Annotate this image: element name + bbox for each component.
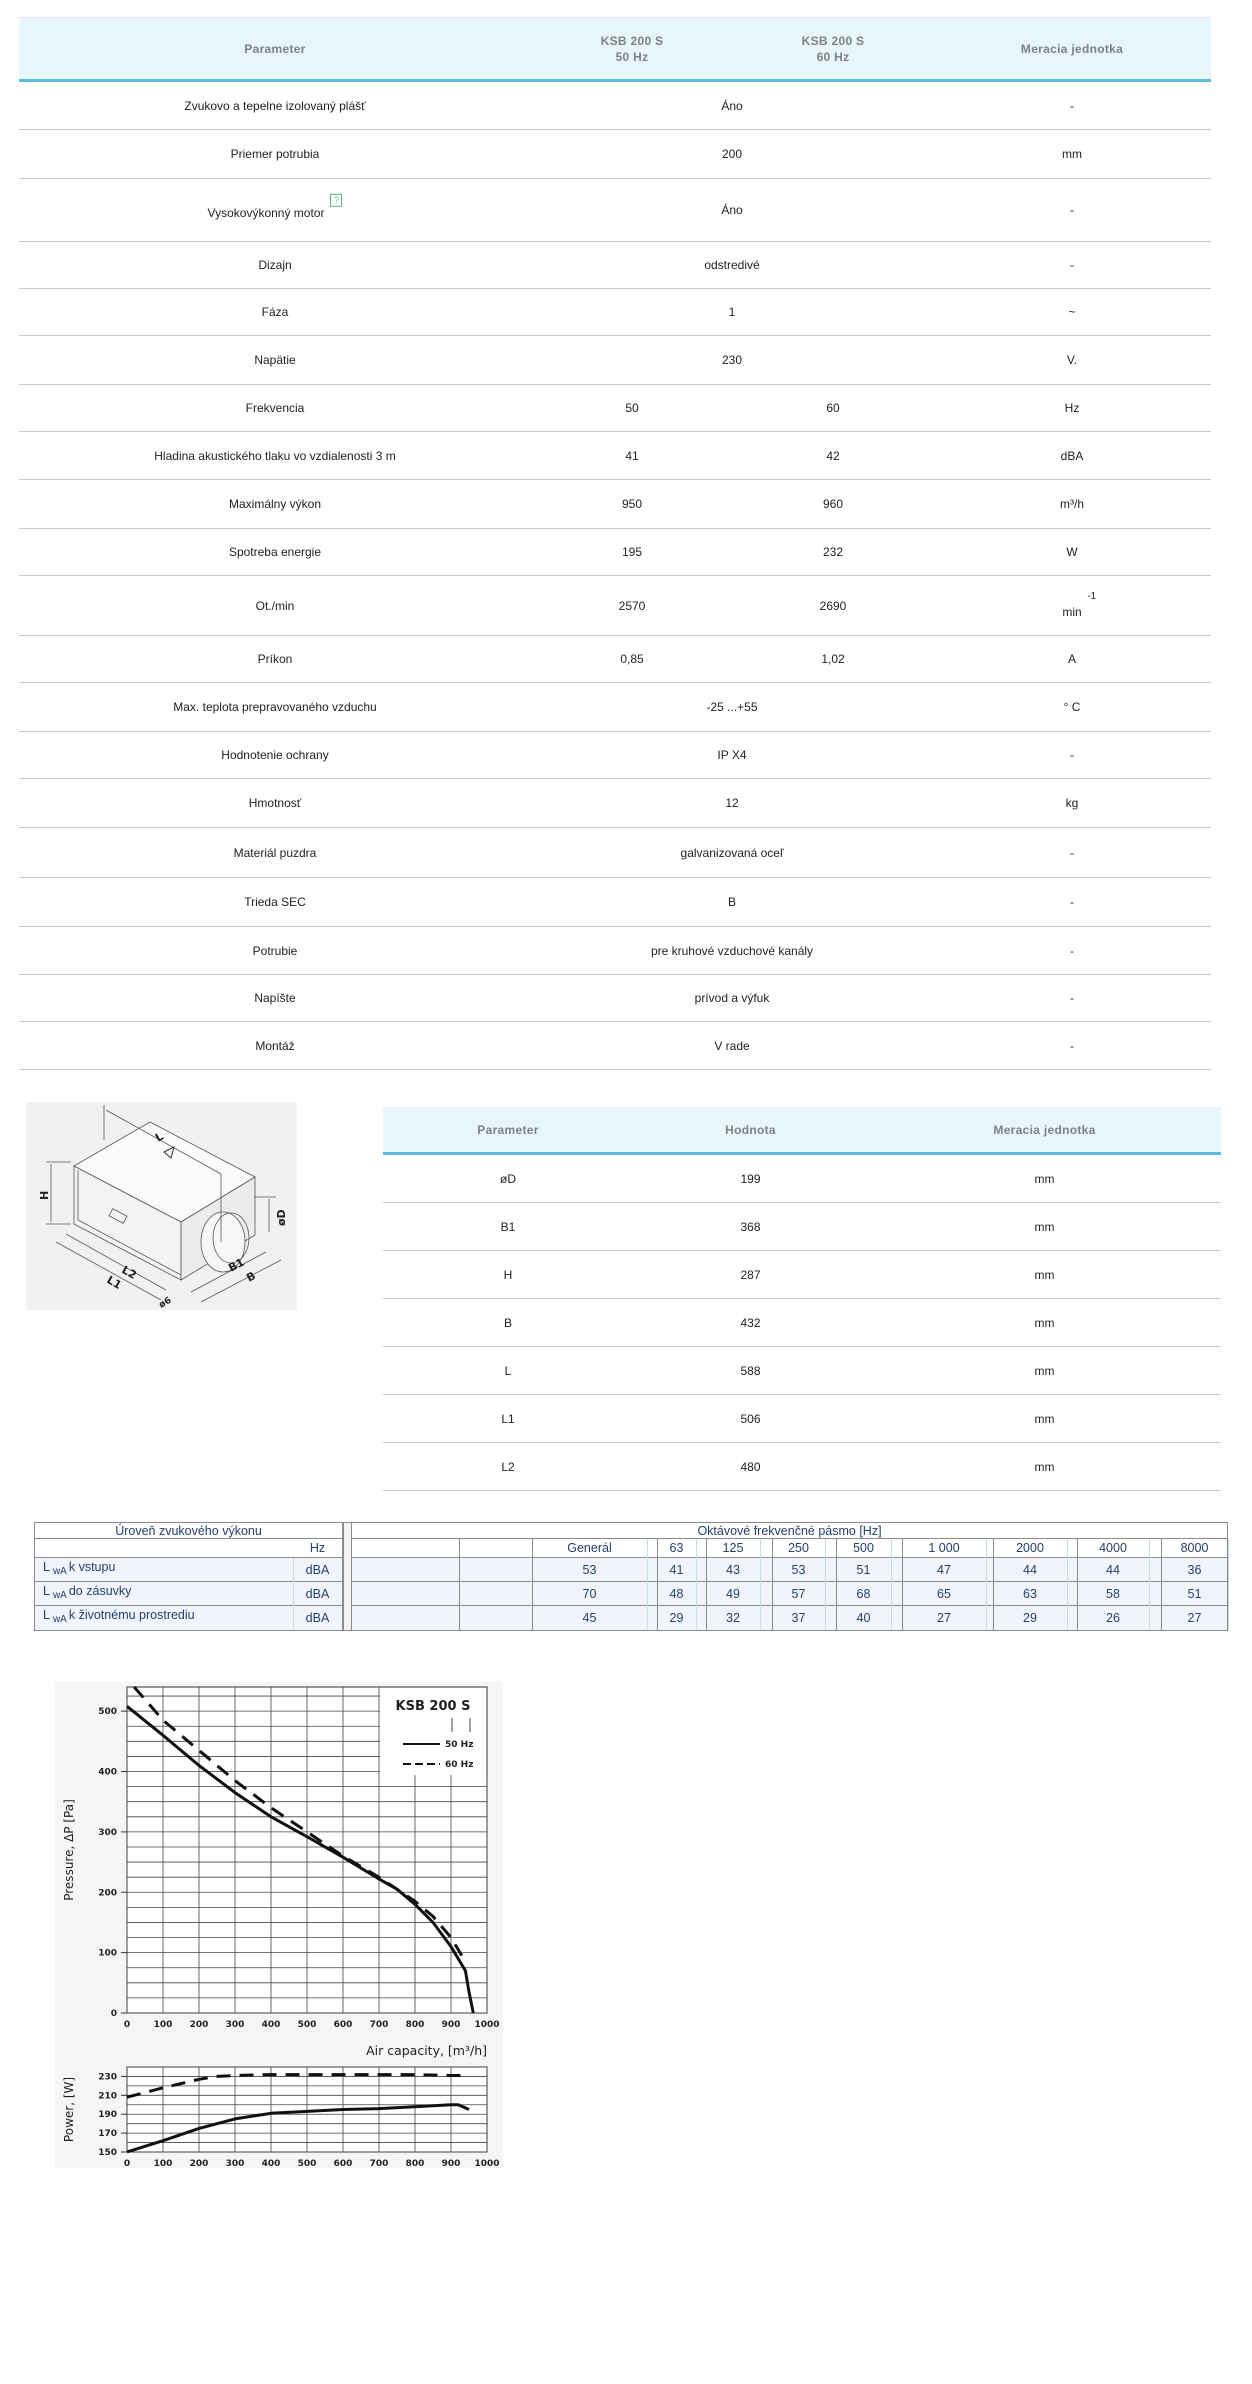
symbol-l: L (43, 1560, 50, 1574)
spec-unit: ~ (1068, 305, 1076, 319)
sound-row-text: k vstupu (68, 1560, 116, 1574)
col-divider (825, 1539, 826, 1630)
sound-value: 43 (726, 1563, 740, 1577)
dimension-unit: mm (1034, 1171, 1055, 1186)
chart-0-y-tick-label: 400 (98, 1767, 117, 1778)
header-model-50hz (531, 33, 733, 65)
symbol-subscript: wA (52, 1590, 67, 1601)
sound-row-unit: dBA (305, 1563, 330, 1577)
chart-1-y-tick-label: 190 (98, 2110, 117, 2121)
spec-param-label: Vysokovýkonný motor (207, 205, 325, 220)
band-header: 4000 (1099, 1541, 1127, 1555)
spec-param (19, 497, 531, 511)
spec-row (19, 529, 1211, 576)
chart-0-x-axis-label: Air capacity, [m³/h] (366, 2043, 487, 2058)
symbol-subscript: wA (52, 1566, 67, 1577)
spec-unit: - (1070, 895, 1074, 909)
spec-row (19, 878, 1211, 927)
spec-value-50hz: 50 (625, 401, 639, 415)
spec-param (19, 305, 531, 319)
spec-row (19, 975, 1211, 1022)
sound-power-title: Úroveň zvukového výkonu (115, 1523, 262, 1538)
spec-param (19, 652, 531, 666)
spec-param (19, 846, 531, 860)
sound-value: 27 (937, 1611, 951, 1625)
spec-param-label: Dizajn (258, 258, 292, 272)
chart-0-x-tick-label: 200 (189, 2020, 209, 2030)
symbol-l: L (43, 1608, 50, 1622)
dimension-row (383, 1347, 1221, 1395)
spec-param (19, 991, 531, 1005)
sound-power-table (34, 1522, 1228, 1631)
spec-value-60hz: 42 (826, 448, 840, 463)
spec-unit: W (1066, 545, 1078, 559)
sound-row-label (35, 1606, 293, 1630)
band-header: 63 (669, 1541, 684, 1555)
col-divider (986, 1539, 987, 1630)
spec-value-60hz: 60 (826, 401, 840, 415)
diagram-label-l2: L2 (119, 1263, 139, 1282)
sound-value: 47 (937, 1563, 951, 1577)
sound-value: 29 (1023, 1611, 1037, 1625)
spec-param (19, 895, 531, 909)
header-model-60hz (733, 33, 933, 65)
sound-value: 53 (582, 1563, 597, 1577)
spec-param (19, 194, 531, 220)
chart-1-y-tick-label: 210 (98, 2091, 117, 2102)
diagram-label-hole: ø6 (157, 1295, 174, 1310)
chart-1-x-tick-label: 100 (153, 2159, 173, 2168)
spec-unit: A (1067, 652, 1076, 666)
dimension-row (383, 1203, 1221, 1251)
dim-header-parameter: Parameter (477, 1122, 539, 1137)
spec-unit: - (1070, 991, 1074, 1005)
spec-param-label: Trieda SEC (244, 895, 306, 909)
spec-row (19, 242, 1211, 289)
spec-value-50hz: 0,85 (620, 652, 644, 666)
spec-param (19, 449, 531, 463)
dimension-value: 368 (740, 1219, 761, 1234)
band-header: 2000 (1016, 1541, 1044, 1555)
col-gap (343, 1523, 352, 1630)
spec-unit: - (1070, 845, 1074, 860)
spec-param-label: Materiál puzdra (233, 845, 317, 860)
spec-value: 12 (725, 796, 739, 810)
sound-value: 53 (791, 1563, 806, 1577)
spec-param (19, 944, 531, 958)
dimension-unit: mm (1034, 1267, 1055, 1282)
col-divider (1149, 1539, 1150, 1630)
spec-param (19, 599, 531, 613)
spec-unit: mm (1062, 147, 1082, 161)
band-header: 8000 (1180, 1541, 1209, 1555)
spec-param-label: Napíšte (254, 991, 296, 1005)
spec-unit: - (1070, 258, 1074, 272)
spec-value: 1 (728, 305, 736, 319)
chart-0-x-tick-label: 700 (369, 2020, 389, 2030)
spec-unit: - (1070, 203, 1074, 217)
sound-value: 70 (582, 1587, 597, 1601)
spec-value: 230 (721, 353, 743, 367)
spec-row (19, 385, 1211, 432)
spec-row (19, 289, 1211, 336)
dimension-value: 588 (740, 1363, 761, 1378)
spec-unit: kg (1065, 796, 1079, 810)
spec-param-label: Spotreba energie (228, 545, 322, 559)
chart-0-y-axis-label: Pressure, ΔP [Pa] (62, 1799, 76, 1901)
col-divider (891, 1539, 892, 1630)
sound-row-label (35, 1582, 293, 1606)
dimensions-table-body (383, 1155, 1221, 1491)
spec-value: -25 ...+55 (706, 700, 758, 714)
chart-0-x-tick-label: 600 (333, 2020, 353, 2030)
legend-title: KSB 200 S (395, 1699, 471, 1714)
dimension-param: B (503, 1315, 512, 1330)
diagram-label-l1: L1 (104, 1273, 124, 1292)
spec-param (19, 748, 531, 762)
dimension-value: 199 (740, 1171, 761, 1186)
band-header: 250 (788, 1541, 809, 1555)
chart-1-x-tick-label: 500 (297, 2159, 317, 2168)
spec-param-label: Potrubie (252, 943, 298, 958)
dimension-param: B1 (500, 1219, 516, 1234)
spec-unit: m³/h (1060, 497, 1084, 511)
chart-0-y-tick-label: 500 (98, 1707, 117, 1718)
band-header: Generál (567, 1541, 612, 1555)
spec-value: odstredivé (704, 258, 760, 272)
chart-0-y-tick-label: 200 (98, 1888, 117, 1899)
dimension-row (383, 1299, 1221, 1347)
spec-value: galvanizovaná oceľ (680, 845, 784, 860)
spec-unit: - (1070, 98, 1074, 113)
dimension-param: L2 (501, 1459, 515, 1474)
spec-param-label: Príkon (257, 652, 293, 666)
octave-band-title: Oktávové frekvenčné pásmo [Hz] (697, 1523, 882, 1538)
dimension-unit: mm (1034, 1219, 1055, 1234)
spec-value-60hz: 232 (822, 545, 844, 559)
sound-value: 37 (791, 1611, 806, 1625)
spec-unit: - (1070, 1038, 1074, 1053)
spec-value: V rade (714, 1038, 750, 1053)
sound-value: 29 (669, 1611, 684, 1625)
chart-0-y-tick-label: 100 (98, 1948, 117, 1959)
spec-param-label: Zvukovo a tepelne izolovaný plášť (184, 98, 366, 113)
spec-row (19, 82, 1211, 130)
spec-param-label: Hladina akustického tlaku vo vzdialenosti 3 m (154, 448, 396, 463)
spec-param (19, 147, 531, 161)
sound-value: 58 (1106, 1587, 1120, 1601)
col-divider (459, 1539, 460, 1630)
spec-row (19, 779, 1211, 828)
chart-0-x-tick-label: 100 (153, 2020, 173, 2030)
chart-1-y-tick-label: 170 (98, 2129, 117, 2140)
col-divider (1067, 1539, 1068, 1630)
dimension-unit: mm (1034, 1315, 1055, 1330)
spec-row (19, 576, 1211, 636)
sound-value: 41 (669, 1563, 684, 1577)
spec-row (19, 1022, 1211, 1070)
spec-param (19, 1039, 531, 1053)
chart-0-x-tick-label: 300 (225, 2020, 245, 2030)
chart-0-x-tick-label: 0 (123, 2020, 131, 2030)
legend-label-50hz: 50 Hz (445, 1740, 474, 1750)
specifications-table-header (19, 17, 1211, 82)
spec-row (19, 732, 1211, 779)
sound-value: 45 (582, 1611, 597, 1625)
header-model-60hz-name: KSB 200 S (801, 33, 865, 48)
sound-value: 44 (1023, 1563, 1037, 1577)
col-divider (1228, 1539, 1229, 1630)
specifications-table-body (19, 82, 1211, 1070)
spec-value: 200 (721, 147, 743, 161)
header-model-60hz-freq: 60 Hz (816, 49, 850, 64)
spec-unit-exponent: -1 (1087, 590, 1097, 602)
chart-0-x-tick-label: 500 (297, 2020, 317, 2030)
header-model-50hz-freq: 50 Hz (615, 49, 649, 64)
sound-value: 26 (1106, 1611, 1120, 1625)
unit-header: Hz (309, 1541, 326, 1555)
band-header: 500 (853, 1541, 874, 1555)
dimension-row (383, 1395, 1221, 1443)
spec-value: IP X4 (717, 748, 747, 762)
diagram-label-b: B (244, 1269, 258, 1285)
diagram-label-od: øD (275, 1209, 288, 1226)
spec-value-50hz: 950 (621, 497, 643, 511)
spec-value: prívod a výfuk (694, 991, 770, 1005)
sound-value: 36 (1187, 1563, 1202, 1577)
sound-row-unit: dBA (305, 1611, 330, 1625)
spec-unit-base: min (1062, 604, 1082, 619)
sound-value: 65 (937, 1587, 951, 1601)
spec-param (19, 545, 531, 559)
spec-param-label: Maximálny výkon (228, 497, 322, 511)
dimensions-table-header (383, 1107, 1221, 1155)
spec-unit (933, 590, 1211, 619)
sound-value: 49 (726, 1587, 740, 1601)
dim-header-value: Hodnota (725, 1122, 776, 1137)
spec-row (19, 636, 1211, 683)
performance-chart-panel (55, 1682, 503, 2168)
spec-value-50hz: 41 (625, 448, 639, 463)
spec-unit: - (1070, 943, 1074, 958)
dimension-unit: mm (1034, 1459, 1055, 1474)
spec-value-60hz: 2690 (819, 598, 847, 613)
spec-param-label: Ot./min (255, 598, 295, 613)
dimension-unit: mm (1034, 1363, 1055, 1378)
dimension-row (383, 1155, 1221, 1203)
dimension-value: 287 (740, 1267, 761, 1282)
sound-value: 32 (726, 1611, 740, 1625)
chart-1-x-tick-label: 1000 (474, 2159, 500, 2168)
dimension-row (383, 1443, 1221, 1491)
spec-unit: - (1070, 748, 1074, 762)
symbol-subscript: wA (52, 1614, 67, 1625)
spec-param (19, 796, 531, 810)
spec-param (19, 353, 531, 367)
chart-0-x-tick-label: 900 (441, 2020, 461, 2030)
spec-row (19, 179, 1211, 242)
spec-value: Áno (721, 98, 743, 113)
performance-charts (55, 1682, 503, 2168)
band-header: 125 (722, 1541, 744, 1555)
chart-1-x-tick-label: 600 (333, 2159, 353, 2168)
chart-1-x-tick-label: 300 (225, 2159, 245, 2168)
chart-0-x-tick-label: 400 (261, 2020, 281, 2030)
chart-1-x-tick-label: 700 (369, 2159, 389, 2168)
sound-row-text: k životnému prostrediu (68, 1608, 195, 1622)
spec-row (19, 683, 1211, 732)
dimension-unit: mm (1034, 1411, 1055, 1426)
spec-param-label: Montáž (255, 1038, 295, 1053)
diagram-label-b1: B1 (226, 1255, 247, 1275)
symbol-l: L (43, 1584, 50, 1598)
dimension-param: øD (500, 1171, 516, 1186)
chart-0-x-tick-label: 800 (405, 2020, 425, 2030)
col-divider (647, 1539, 648, 1630)
sound-value: 44 (1106, 1563, 1120, 1577)
dimension-row (383, 1251, 1221, 1299)
dimension-value: 480 (740, 1459, 761, 1474)
spec-param-label: Hmotnosť (248, 796, 302, 810)
dimensions-table (383, 1107, 1221, 1491)
header-unit: Meracia jednotka (1020, 41, 1124, 56)
chart-1-y-tick-label: 150 (98, 2148, 117, 2158)
help-icon[interactable]: ? (330, 194, 342, 207)
spec-param (19, 401, 531, 415)
chart-1-x-tick-label: 800 (405, 2159, 425, 2168)
spec-param-label: Fáza (261, 305, 289, 319)
dimension-param: L (504, 1363, 512, 1378)
spec-value-50hz: 2570 (618, 598, 646, 613)
sound-value: 48 (669, 1587, 684, 1601)
sound-row-text: do zásuvky (68, 1584, 132, 1598)
spec-row (19, 828, 1211, 878)
sound-value: 51 (1187, 1587, 1202, 1601)
sound-row-label (35, 1558, 293, 1582)
dimension-param: L1 (501, 1411, 515, 1426)
spec-row (19, 927, 1211, 975)
dimension-value: 432 (740, 1315, 761, 1330)
spec-unit: V. (1066, 353, 1078, 367)
spec-row (19, 480, 1211, 529)
dimension-value: 506 (740, 1411, 761, 1426)
diagram-label-l: L (153, 1129, 166, 1145)
spec-param (19, 258, 531, 272)
spec-row (19, 336, 1211, 385)
chart-0-y-tick-label: 0 (110, 2009, 117, 2019)
chart-1-x-tick-label: 0 (123, 2159, 131, 2168)
sound-value: 51 (856, 1563, 871, 1577)
sound-value: 68 (856, 1587, 871, 1601)
spec-value-60hz: 1,02 (821, 652, 845, 666)
chart-1-x-tick-label: 200 (189, 2159, 209, 2168)
spec-param-label: Frekvencia (245, 401, 305, 415)
dim-header-unit: Meracia jednotka (993, 1122, 1096, 1137)
spec-value-60hz: 960 (822, 497, 844, 511)
diagram-label-h: H (38, 1190, 51, 1200)
col-divider (760, 1539, 761, 1630)
fan-box-drawing (26, 1102, 297, 1310)
chart-0-y-tick-label: 300 (98, 1827, 117, 1838)
spec-row (19, 432, 1211, 480)
spec-param-label: Priemer potrubia (230, 147, 320, 161)
spec-param-label: Napätie (254, 353, 296, 367)
spec-param (19, 700, 531, 714)
header-parameter: Parameter (244, 41, 306, 56)
specifications-table (19, 17, 1211, 1070)
sound-value: 40 (856, 1611, 871, 1625)
chart-1-y-tick-label: 230 (98, 2072, 117, 2083)
spec-value: pre kruhové vzduchové kanály (650, 943, 814, 958)
dimension-param: H (503, 1267, 513, 1282)
sound-value: 57 (791, 1587, 806, 1601)
spec-value-50hz: 195 (621, 545, 643, 559)
sound-row-unit: dBA (305, 1587, 330, 1601)
spec-unit: Hz (1064, 401, 1080, 415)
dimensions-diagram (26, 1102, 297, 1310)
sound-value: 63 (1023, 1587, 1037, 1601)
spec-value: Áno (721, 203, 743, 217)
spec-param (19, 99, 531, 113)
spec-row (19, 130, 1211, 179)
spec-unit: dBA (1060, 448, 1084, 463)
spec-param-label: Hodnotenie ochrany (221, 748, 329, 762)
legend-label-60hz: 60 Hz (445, 1760, 474, 1770)
chart-1-x-tick-label: 900 (441, 2159, 461, 2168)
spec-value: B (727, 895, 736, 909)
col-divider (696, 1539, 697, 1630)
chart-1-y-axis-label: Power, [W] (62, 2076, 76, 2143)
sound-value: 27 (1187, 1611, 1202, 1625)
chart-1-x-tick-label: 400 (261, 2159, 281, 2168)
chart-0-x-tick-label: 1000 (474, 2020, 500, 2030)
band-header: 1 000 (928, 1541, 960, 1555)
spec-unit: ° C (1063, 700, 1081, 714)
header-model-50hz-name: KSB 200 S (600, 33, 664, 48)
spec-param-label: Max. teplota prepravovaného vzduchu (173, 700, 377, 714)
